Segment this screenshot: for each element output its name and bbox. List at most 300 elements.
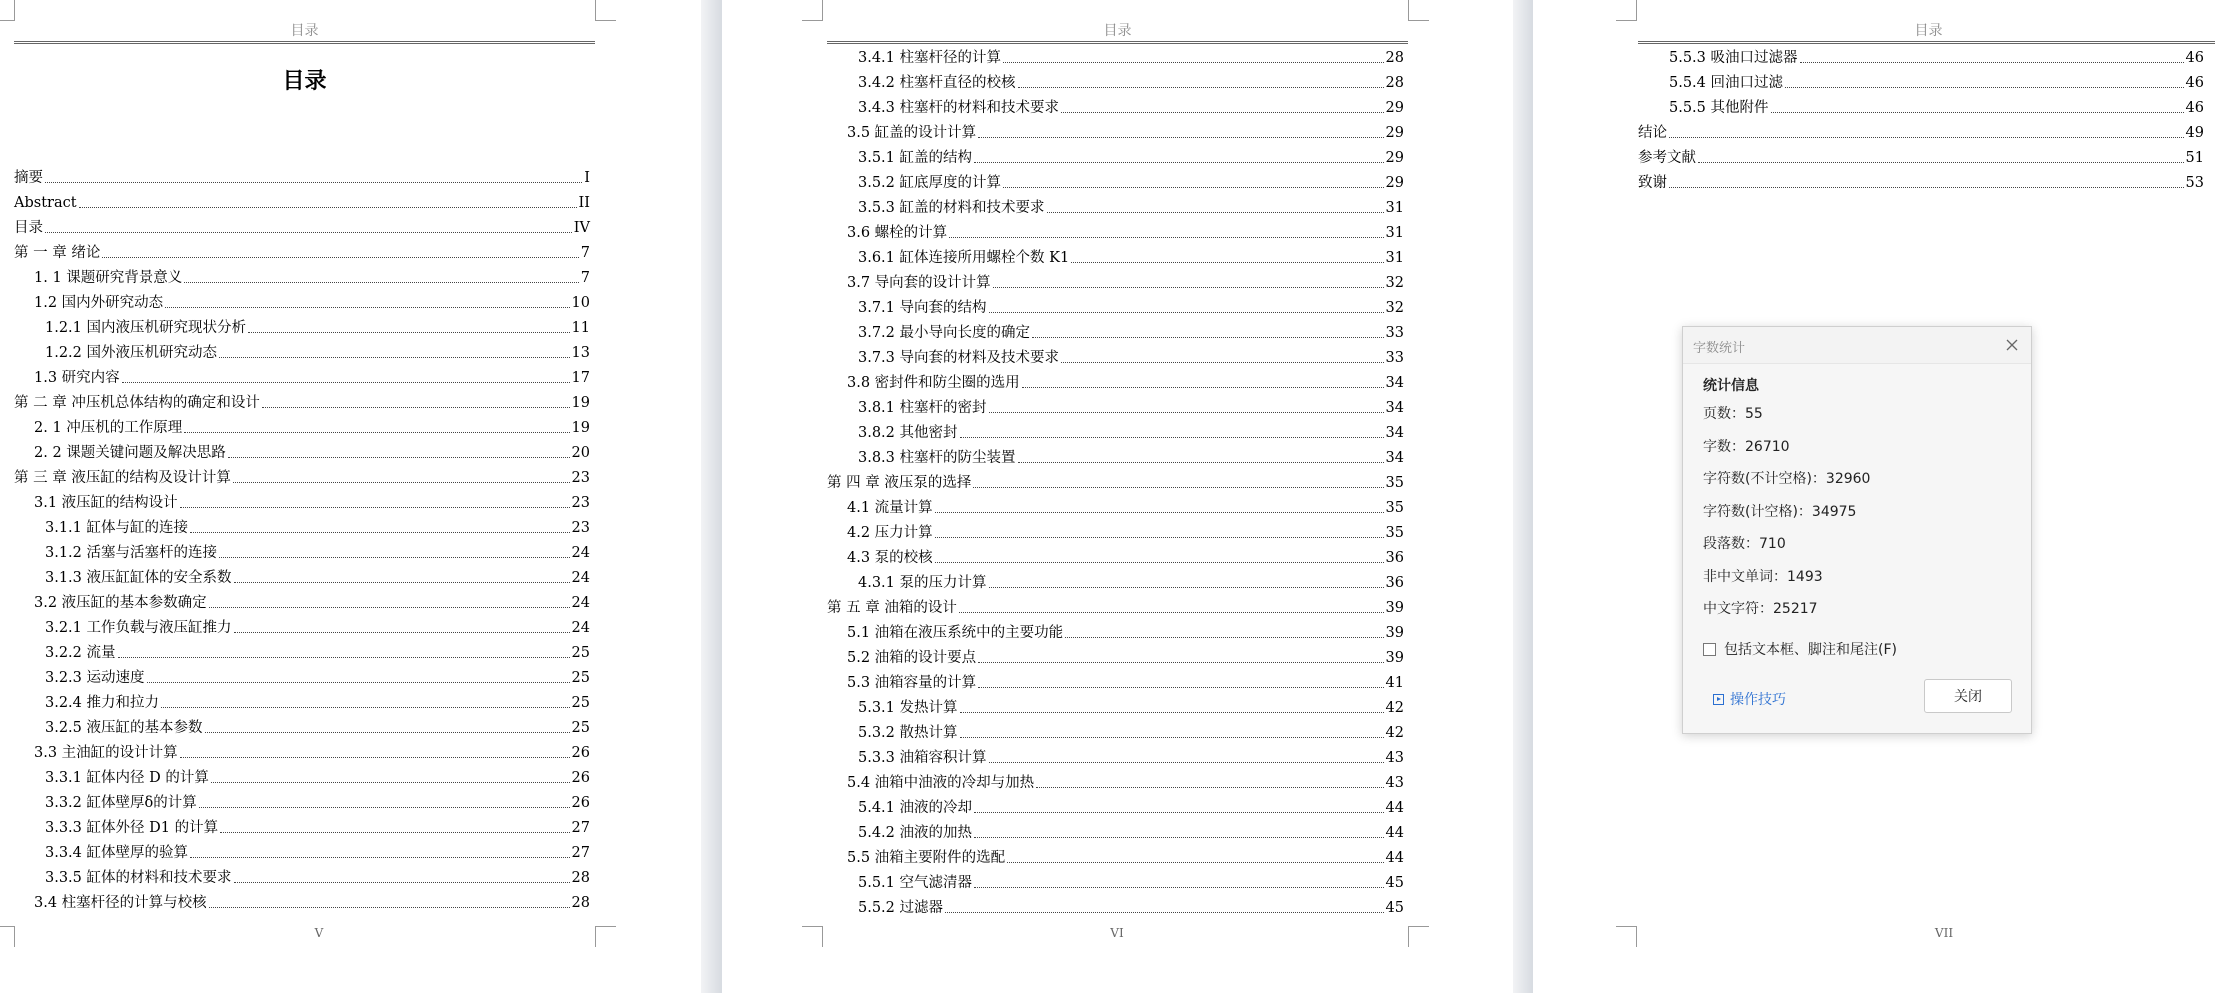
- toc-entry-label: 第 四 章 液压泵的选择: [827, 475, 972, 491]
- toc-dot-leader: [960, 737, 1384, 738]
- toc-entry[interactable]: [827, 593, 1404, 618]
- toc-entry-page-number: 25: [571, 695, 590, 711]
- toc-entry[interactable]: [1638, 143, 2204, 168]
- toc-entry-label: 3.3.1 缸体内径 D 的计算: [45, 770, 209, 786]
- toc-entry-page-number: 19: [571, 395, 590, 411]
- toc-entry[interactable]: [827, 793, 1404, 818]
- toc-entry-label: 5.3.3 油箱容积计算: [858, 750, 987, 766]
- toc-entry-label: 3.2 液压缸的基本参数确定: [34, 595, 207, 611]
- toc-entry[interactable]: [1638, 118, 2204, 143]
- toc-entry-page-number: 7: [580, 245, 590, 261]
- toc-dot-leader: [209, 607, 570, 608]
- toc-dot-leader: [1036, 787, 1383, 788]
- toc-entry[interactable]: [14, 538, 590, 563]
- toc-entry-label: Abstract: [14, 195, 77, 211]
- toc-entry-page-number: 29: [1385, 150, 1404, 166]
- header-rule: [14, 41, 595, 44]
- toc-dot-leader: [1071, 262, 1383, 263]
- toc-entry-page-number: 25: [571, 670, 590, 686]
- toc-entry-page-number: 24: [571, 545, 590, 561]
- toc-dot-leader: [1003, 187, 1384, 188]
- toc-entry[interactable]: [14, 763, 590, 788]
- toc-dot-leader: [79, 207, 577, 208]
- toc-entry-label: 结论: [1638, 125, 1667, 141]
- toc-entry-page-number: 34: [1385, 450, 1404, 466]
- toc-entry[interactable]: [14, 438, 590, 463]
- toc-entry-page-number: 27: [571, 820, 590, 836]
- toc-entry-label: 参考文献: [1638, 150, 1696, 166]
- toc-entry[interactable]: [827, 318, 1404, 343]
- toc-entry-page-number: 41: [1385, 675, 1404, 691]
- toc-entry-label: 3.5 缸盖的设计计算: [847, 125, 977, 141]
- toc-entry-label: 1.2.2 国外液压机研究动态: [45, 345, 218, 361]
- close-icon[interactable]: [2003, 336, 2021, 354]
- toc-entry[interactable]: [827, 568, 1404, 593]
- page-header: 目录: [290, 23, 319, 39]
- toc-entry-page-number: 24: [571, 595, 590, 611]
- toc-entry-page-number: 51: [2185, 150, 2204, 166]
- toc-entry-label: 1.2.1 国内液压机研究现状分析: [45, 320, 247, 336]
- toc-dot-leader: [989, 412, 1384, 413]
- toc-entry-label: 第 一 章 绪论: [14, 245, 101, 261]
- document-page-2: [722, 0, 1513, 993]
- page-header: 目录: [1914, 23, 1943, 39]
- toc-dot-leader: [165, 307, 569, 308]
- toc-entry-label: 5.3.1 发热计算: [858, 700, 958, 716]
- toc-entry[interactable]: [14, 838, 590, 863]
- toc-entry-page-number: 43: [1385, 775, 1404, 791]
- toc-entry-label: 3.6.1 缸体连接所用螺栓个数 K1: [858, 250, 1070, 266]
- toc-dot-leader: [184, 282, 578, 283]
- toc-dot-leader: [1669, 137, 2184, 138]
- toc-entry-label: 5.4.1 油液的冷却: [858, 800, 973, 816]
- toc-entry[interactable]: [827, 668, 1404, 693]
- stat-non-chinese-words: 非中文单词：1493: [1703, 569, 1823, 585]
- toc-entry-page-number: 34: [1385, 400, 1404, 416]
- toc-entry-label: 5.3 油箱容量的计算: [847, 675, 977, 691]
- toc-dot-leader: [190, 532, 570, 533]
- toc-dot-leader: [190, 857, 570, 858]
- toc-entry-label: 3.4 柱塞杆径的计算与校核: [34, 895, 207, 911]
- toc-dot-leader: [978, 687, 1383, 688]
- toc-entry-label: 3.2.5 液压缸的基本参数: [45, 720, 203, 736]
- page-number: VI: [1110, 926, 1124, 940]
- toc-entry-label: 3.3.4 缸体壁厚的验算: [45, 845, 189, 861]
- toc-entry-page-number: 33: [1385, 325, 1404, 341]
- toc-dot-leader: [199, 807, 570, 808]
- toc-entry-page-number: 44: [1385, 850, 1404, 866]
- toc-entry-page-number: 29: [1385, 125, 1404, 141]
- include-textbox-footnotes-option[interactable]: [1703, 639, 1897, 659]
- toc-entry[interactable]: [14, 463, 590, 488]
- toc-entry-page-number: 43: [1385, 750, 1404, 766]
- toc-entry[interactable]: [827, 718, 1404, 743]
- toc-entry[interactable]: [14, 813, 590, 838]
- toc-entry-label: 3.3.5 缸体的材料和技术要求: [45, 870, 232, 886]
- toc-entry[interactable]: [14, 513, 590, 538]
- toc-entry-label: 5.4 油箱中油液的冷却与加热: [847, 775, 1035, 791]
- toc-entry[interactable]: [827, 518, 1404, 543]
- include-textbox-checkbox[interactable]: [1703, 643, 1716, 656]
- toc-entry-page-number: 49: [2185, 125, 2204, 141]
- toc-entry[interactable]: [14, 213, 590, 238]
- toc-entry[interactable]: [827, 818, 1404, 843]
- toc-entry[interactable]: [1638, 168, 2204, 193]
- toc-dot-leader: [1018, 462, 1384, 463]
- toc-dot-leader: [974, 887, 1384, 888]
- toc-entry[interactable]: [14, 588, 590, 613]
- toc-dot-leader: [1669, 187, 2184, 188]
- toc-entry[interactable]: [14, 563, 590, 588]
- toc-entry-page-number: 36: [1385, 550, 1404, 566]
- toc-entry-page-number: 45: [1385, 900, 1404, 916]
- toc-entry-label: 4.1 流量计算: [847, 500, 933, 516]
- toc-dot-leader: [978, 137, 1383, 138]
- toc-dot-leader: [935, 537, 1384, 538]
- toc-entry[interactable]: [14, 238, 590, 263]
- toc-entry-label: 1.2 国内外研究动态: [34, 295, 164, 311]
- toc-entry[interactable]: [14, 413, 590, 438]
- toc-entry-label: 5.4.2 油液的加热: [858, 825, 973, 841]
- toc-entry-label: 3.2.1 工作负载与液压缸推力: [45, 620, 232, 636]
- toc-entry-page-number: 39: [1385, 625, 1404, 641]
- toc-dot-leader: [960, 712, 1384, 713]
- toc-entry-page-number: 36: [1385, 575, 1404, 591]
- crop-mark: [1408, 926, 1429, 947]
- toc-entry-label: 3.4.2 柱塞杆直径的校核: [858, 75, 1016, 91]
- toc-entry-page-number: IV: [573, 220, 590, 236]
- toc-entry-page-number: 33: [1385, 350, 1404, 366]
- toc-entry-label: 5.5.3 吸油口过滤器: [1669, 50, 1798, 66]
- toc-dot-leader: [220, 832, 569, 833]
- toc-entry[interactable]: [1638, 68, 2204, 93]
- toc-entry-page-number: 10: [571, 295, 590, 311]
- tips-link[interactable]: [1713, 689, 1786, 709]
- toc-entry-page-number: 11: [571, 320, 590, 336]
- stat-pages: 页数：55: [1703, 406, 1763, 422]
- toc-dot-leader: [960, 437, 1384, 438]
- toc-entry-label: 3.2.4 推力和拉力: [45, 695, 160, 711]
- toc-entry-label: 4.2 压力计算: [847, 525, 933, 541]
- toc-entry[interactable]: [827, 393, 1404, 418]
- toc-entry-page-number: 35: [1385, 475, 1404, 491]
- toc-entry-page-number: 28: [571, 895, 590, 911]
- toc-entry-page-number: 46: [2185, 100, 2204, 116]
- toc-entry[interactable]: [827, 893, 1404, 918]
- toc-dot-leader: [147, 682, 570, 683]
- toc-entry-label: 第 五 章 油箱的设计: [827, 600, 957, 616]
- toc-entry[interactable]: [14, 663, 590, 688]
- toc-dot-leader: [1065, 637, 1383, 638]
- toc-entry-page-number: 39: [1385, 600, 1404, 616]
- toc-entry-label: 第 二 章 冲压机总体结构的确定和设计: [14, 395, 260, 411]
- toc-dot-leader: [1007, 862, 1383, 863]
- toc-entry-page-number: 44: [1385, 800, 1404, 816]
- page-header: 目录: [1103, 23, 1132, 39]
- toc-entry-label: 3.7 导向套的设计计算: [847, 275, 991, 291]
- toc-dot-leader: [1771, 112, 2184, 113]
- toc-dot-leader: [180, 507, 570, 508]
- toc-entry-page-number: 44: [1385, 825, 1404, 841]
- toc-entry-label: 5.5.1 空气滤清器: [858, 875, 973, 891]
- toc-entry-label: 第 三 章 液压缸的结构及设计计算: [14, 470, 231, 486]
- toc-entry[interactable]: [14, 288, 590, 313]
- toc-entry[interactable]: [14, 713, 590, 738]
- toc-entry-label: 3.8.2 其他密封: [858, 425, 958, 441]
- toc-entry[interactable]: [827, 468, 1404, 493]
- toc-entry-page-number: 31: [1385, 250, 1404, 266]
- dialog-titlebar[interactable]: [1683, 327, 2031, 364]
- toc-dot-leader: [161, 707, 570, 708]
- toc-entry-label: 2. 2 课题关键问题及解决思路: [34, 445, 226, 461]
- toc-entry-label: 4.3 泵的校核: [847, 550, 933, 566]
- toc-entry[interactable]: [827, 768, 1404, 793]
- toc-entry-label: 3.1.2 活塞与活塞杆的连接: [45, 545, 218, 561]
- toc-entry[interactable]: [827, 868, 1404, 893]
- toc-entry[interactable]: [14, 338, 590, 363]
- toc-entry-page-number: 28: [1385, 75, 1404, 91]
- toc-entry-page-number: 53: [2185, 175, 2204, 191]
- include-textbox-label: 包括文本框、脚注和尾注(F): [1724, 642, 1897, 658]
- toc-entry-page-number: 28: [571, 870, 590, 886]
- toc-entry-page-number: 20: [571, 445, 590, 461]
- toc-title: 目录: [282, 69, 327, 94]
- toc-entry-label: 3.2.3 运动速度: [45, 670, 145, 686]
- toc-entry[interactable]: [827, 143, 1404, 168]
- toc-entry[interactable]: [14, 863, 590, 888]
- toc-entry-page-number: 45: [1385, 875, 1404, 891]
- toc-entry-page-number: 32: [1385, 275, 1404, 291]
- toc-entry-label: 3.8 密封件和防尘圈的选用: [847, 375, 1020, 391]
- toc-dot-leader: [993, 287, 1384, 288]
- crop-mark: [1616, 0, 1637, 21]
- toc-entry[interactable]: [14, 788, 590, 813]
- toc-dot-leader: [935, 562, 1384, 563]
- toc-entry[interactable]: [827, 343, 1404, 368]
- toc-dot-leader: [1003, 62, 1384, 63]
- toc-entry-page-number: II: [578, 195, 590, 211]
- toc-entry[interactable]: [827, 368, 1404, 393]
- toc-dot-leader: [959, 612, 1384, 613]
- tips-label: 操作技巧: [1730, 692, 1786, 708]
- toc-entry[interactable]: [14, 738, 590, 763]
- toc-entry[interactable]: [827, 643, 1404, 668]
- toc-entry-page-number: 35: [1385, 525, 1404, 541]
- toc-entry-page-number: 34: [1385, 425, 1404, 441]
- toc-entry[interactable]: [827, 293, 1404, 318]
- toc-entry-label: 5.5.2 过滤器: [858, 900, 944, 916]
- toc-entry-page-number: 24: [571, 620, 590, 636]
- toc-entry-label: 3.8.3 柱塞杆的防尘装置: [858, 450, 1016, 466]
- toc-entry-label: 致谢: [1638, 175, 1667, 191]
- toc-entry[interactable]: [827, 68, 1404, 93]
- toc-entry[interactable]: [14, 313, 590, 338]
- toc-dot-leader: [234, 632, 570, 633]
- toc-entry-label: 摘要: [14, 170, 43, 186]
- toc-entry[interactable]: [14, 613, 590, 638]
- toc-entry-page-number: 7: [580, 270, 590, 286]
- toc-entry-page-number: 28: [1385, 50, 1404, 66]
- toc-entry-label: 5.5 油箱主要附件的选配: [847, 850, 1006, 866]
- toc-entry-page-number: 39: [1385, 650, 1404, 666]
- crop-mark: [595, 926, 616, 947]
- toc-entry-page-number: 46: [2185, 50, 2204, 66]
- toc-entry[interactable]: [14, 388, 590, 413]
- toc-entry[interactable]: [827, 843, 1404, 868]
- toc-entry-page-number: 29: [1385, 100, 1404, 116]
- toc-dot-leader: [209, 907, 570, 908]
- toc-entry[interactable]: [14, 188, 590, 213]
- toc-entry[interactable]: [827, 168, 1404, 193]
- toc-entry-label: 1. 1 课题研究背景意义: [34, 270, 183, 286]
- toc-entry-label: 5.2 油箱的设计要点: [847, 650, 977, 666]
- toc-list: [827, 43, 1404, 918]
- toc-dot-leader: [262, 407, 570, 408]
- toc-entry-page-number: 31: [1385, 200, 1404, 216]
- toc-dot-leader: [989, 762, 1384, 763]
- toc-entry-page-number: 17: [571, 370, 590, 386]
- toc-entry[interactable]: [14, 363, 590, 388]
- toc-entry[interactable]: [827, 418, 1404, 443]
- toc-entry-label: 3.4.3 柱塞杆的材料和技术要求: [858, 100, 1060, 116]
- toc-entry[interactable]: [827, 543, 1404, 568]
- toc-entry[interactable]: [14, 888, 590, 913]
- toc-entry-label: 3.3.3 缸体外径 D1 的计算: [45, 820, 219, 836]
- toc-entry-label: 3.2.2 流量: [45, 645, 116, 661]
- toc-entry[interactable]: [1638, 43, 2204, 68]
- document-page-1: [0, 0, 701, 993]
- toc-entry-label: 3.1.3 液压缸缸体的安全系数: [45, 570, 232, 586]
- toc-dot-leader: [989, 312, 1384, 313]
- toc-entry-label: 5.1 油箱在液压系统中的主要功能: [847, 625, 1064, 641]
- close-button[interactable]: 关闭: [1924, 679, 2012, 713]
- toc-entry-label: 3.7.2 最小导向长度的确定: [858, 325, 1031, 341]
- toc-entry[interactable]: [1638, 93, 2204, 118]
- toc-entry-label: 3.4.1 柱塞杆径的计算: [858, 50, 1002, 66]
- toc-entry-label: 2. 1 冲压机的工作原理: [34, 420, 183, 436]
- toc-entry-page-number: 32: [1385, 300, 1404, 316]
- toc-entry-label: 3.1.1 缸体与缸的连接: [45, 520, 189, 536]
- toc-entry[interactable]: [14, 488, 590, 513]
- toc-entry[interactable]: [827, 268, 1404, 293]
- toc-entry-page-number: 25: [571, 645, 590, 661]
- toc-dot-leader: [233, 482, 570, 483]
- stat-words: 字数：26710: [1703, 439, 1790, 455]
- toc-entry[interactable]: [14, 638, 590, 663]
- toc-dot-leader: [211, 782, 570, 783]
- toc-entry[interactable]: [827, 193, 1404, 218]
- toc-dot-leader: [1785, 87, 2184, 88]
- toc-dot-leader: [180, 757, 570, 758]
- toc-entry-label: 3.5.2 缸底厚度的计算: [858, 175, 1002, 191]
- toc-entry[interactable]: [827, 243, 1404, 268]
- toc-dot-leader: [978, 662, 1383, 663]
- toc-entry-page-number: 19: [571, 420, 590, 436]
- toc-dot-leader: [219, 357, 570, 358]
- toc-entry-page-number: 23: [571, 470, 590, 486]
- stat-chars-with-spaces: 字符数(计空格)：34975: [1703, 504, 1857, 520]
- toc-dot-leader: [102, 257, 578, 258]
- toc-dot-leader: [1061, 362, 1384, 363]
- toc-dot-leader: [973, 487, 1383, 488]
- toc-entry-label: 3.7.1 导向套的结构: [858, 300, 987, 316]
- toc-dot-leader: [205, 732, 570, 733]
- toc-entry[interactable]: [827, 493, 1404, 518]
- toc-entry[interactable]: [14, 263, 590, 288]
- toc-dot-leader: [228, 457, 570, 458]
- toc-entry[interactable]: [827, 218, 1404, 243]
- page-gap: [1513, 0, 1533, 993]
- toc-dot-leader: [45, 182, 582, 183]
- toc-entry[interactable]: [827, 743, 1404, 768]
- toc-entry[interactable]: [827, 693, 1404, 718]
- toc-dot-leader: [1800, 62, 2184, 63]
- toc-entry-label: 1.3 研究内容: [34, 370, 120, 386]
- toc-entry-label: 3.3 主油缸的设计计算: [34, 745, 178, 761]
- toc-dot-leader: [248, 332, 570, 333]
- crop-mark: [802, 926, 823, 947]
- toc-entry[interactable]: [827, 43, 1404, 68]
- word-count-dialog: [1682, 326, 2032, 734]
- toc-entry-label: 目录: [14, 220, 43, 236]
- toc-dot-leader: [935, 512, 1384, 513]
- toc-entry-label: 3.5.3 缸盖的材料和技术要求: [858, 200, 1045, 216]
- toc-dot-leader: [1047, 212, 1384, 213]
- toc-entry-page-number: 25: [571, 720, 590, 736]
- crop-mark: [0, 0, 15, 21]
- crop-mark: [802, 0, 823, 21]
- toc-dot-leader: [219, 557, 570, 558]
- toc-entry-label: 3.8.1 柱塞杆的密封: [858, 400, 987, 416]
- toc-dot-leader: [234, 582, 570, 583]
- toc-list: [1638, 43, 2204, 193]
- toc-entry[interactable]: [827, 118, 1404, 143]
- toc-entry-page-number: 29: [1385, 175, 1404, 191]
- toc-dot-leader: [234, 882, 570, 883]
- stat-chinese-chars: 中文字符：25217: [1703, 601, 1818, 617]
- toc-dot-leader: [945, 912, 1384, 913]
- toc-dot-leader: [974, 837, 1384, 838]
- toc-entry[interactable]: [827, 443, 1404, 468]
- toc-entry-page-number: 23: [571, 520, 590, 536]
- toc-entry[interactable]: [827, 618, 1404, 643]
- toc-entry[interactable]: [827, 93, 1404, 118]
- stats-heading: 统计信息: [1703, 378, 1759, 394]
- page-number: VII: [1934, 926, 1954, 940]
- toc-entry-page-number: 34: [1385, 375, 1404, 391]
- toc-entry-label: 5.5.4 回油口过滤: [1669, 75, 1784, 91]
- toc-entry[interactable]: [14, 163, 590, 188]
- toc-entry-label: 4.3.1 泵的压力计算: [858, 575, 987, 591]
- toc-entry-page-number: 35: [1385, 500, 1404, 516]
- toc-dot-leader: [1698, 162, 2184, 163]
- page-number: V: [314, 926, 324, 940]
- toc-entry-label: 3.6 螺栓的计算: [847, 225, 948, 241]
- toc-entry-page-number: 26: [571, 795, 590, 811]
- toc-dot-leader: [118, 657, 570, 658]
- crop-mark: [1616, 926, 1637, 947]
- toc-entry-label: 5.5.5 其他附件: [1669, 100, 1769, 116]
- toc-dot-leader: [974, 812, 1384, 813]
- toc-dot-leader: [1032, 337, 1384, 338]
- stat-chars-no-spaces: 字符数(不计空格)：32960: [1703, 471, 1871, 487]
- toc-dot-leader: [45, 232, 572, 233]
- toc-entry-page-number: 42: [1385, 700, 1404, 716]
- dialog-title: 字数统计: [1693, 341, 1746, 356]
- toc-entry-page-number: 42: [1385, 725, 1404, 741]
- toc-entry[interactable]: [14, 688, 590, 713]
- toc-dot-leader: [949, 237, 1383, 238]
